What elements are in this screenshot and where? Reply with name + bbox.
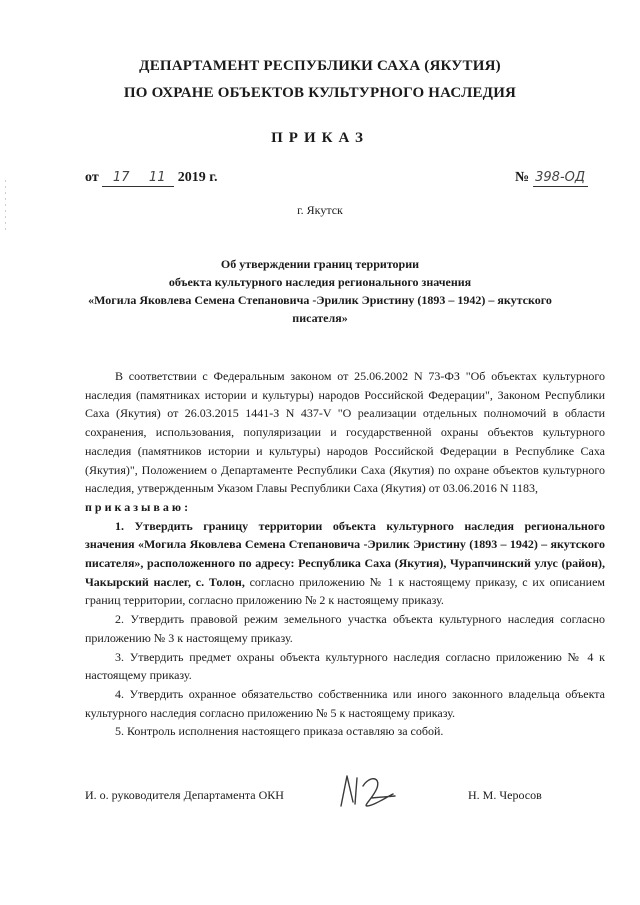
item-5: 5. Контроль исполнения настоящего приказа оставляю за собой. bbox=[115, 724, 444, 739]
number-prefix: № bbox=[515, 170, 530, 185]
city: г. Якутск bbox=[297, 203, 343, 217]
item-1-bold: 1. Утвердить границу территории объекта культурного наследия регионального значения «Могила Яковлева Семена Степановича -Эрилик Эристину (1893 – 1942) – якутского писателя», расположенного по адресу: Республика Саха (Якутия), Чурапчинский улус (район), Чакырский наслег, с. Толон, bbox=[85, 518, 605, 589]
item-4: 4. Утвердить охранное обязательство собственника или иного законного владельца объекта культурного наследия согласно приложению № 5 к настоящему приказу. bbox=[85, 686, 605, 720]
item-1-rest: согласно приложению № 1 к настоящему приказу, с их описанием границ территории, согласно приложению № 2 к настоящему приказу. bbox=[85, 574, 605, 608]
order-number bbox=[515, 170, 588, 187]
date-month-field bbox=[140, 170, 174, 187]
number-value: 398-ОД bbox=[535, 170, 586, 185]
preamble-text: В соответствии с Федеральным законом от 25.06.2002 N 73-ФЗ "Об объектах культурного наследия (памятниках истории и культуры) народов Российской Федерации", Законом Республики Саха (Якутия) от 26.03.2015 1441-З N 437-V "О реализации отдельных полномочий в области сохранения, использования, популяризации и государственной охраны объектов культурного наследия (памятников истории и культуры) народов Российской Федерации в Республике Саха (Якутия)", Положением о Департаменте Республики Саха (Якутия) по охране объектов культурного наследия, утвержденным Указом Главы Республики Саха (Якутия) от 03.06.2016 N 1183, bbox=[85, 369, 605, 496]
date-prefix: от bbox=[85, 170, 99, 185]
order-subject bbox=[60, 255, 580, 327]
number-field bbox=[533, 170, 588, 187]
date-month: 11 bbox=[148, 170, 166, 185]
date-day-field bbox=[102, 170, 140, 187]
date-day: 17 bbox=[112, 170, 130, 185]
header-department: ДЕПАРТАМЕНТ РЕСПУБЛИКИ САХА (ЯКУТИЯ) bbox=[139, 58, 501, 74]
signer-position: И. о. руководителя Департамента ОКН bbox=[85, 788, 284, 802]
scan-margin-mark bbox=[4, 180, 7, 230]
signer-name: Н. М. Черосов bbox=[468, 788, 542, 802]
handwritten-signature bbox=[333, 768, 403, 813]
order-body bbox=[85, 367, 605, 741]
header-subtitle: ПО ОХРАНЕ ОБЪЕКТОВ КУЛЬТУРНОГО НАСЛЕДИЯ bbox=[123, 85, 517, 101]
preamble bbox=[85, 367, 605, 517]
order-date bbox=[85, 170, 217, 187]
subject-line-2: объекта культурного наследия регионального значения bbox=[168, 275, 472, 289]
subject-line-1: Об утверждении границ территории bbox=[220, 257, 420, 271]
date-year: 2019 г. bbox=[177, 170, 218, 185]
order-word: приказываю: bbox=[85, 499, 192, 514]
order-title: ПРИКАЗ bbox=[271, 130, 369, 146]
item-2: 2. Утвердить правовой режим земельного участка объекта культурного наследия согласно приложению № 3 к настоящему приказу. bbox=[85, 612, 605, 645]
item-1 bbox=[85, 517, 605, 611]
item-3: 3. Утвердить предмет охраны объекта культурного наследия согласно приложению № 4 к настоящему приказу. bbox=[85, 649, 605, 683]
subject-line-3: «Могила Яковлева Семена Степановича -Эрилик Эристину (1893 – 1942) – якутского писателя» bbox=[88, 293, 552, 325]
